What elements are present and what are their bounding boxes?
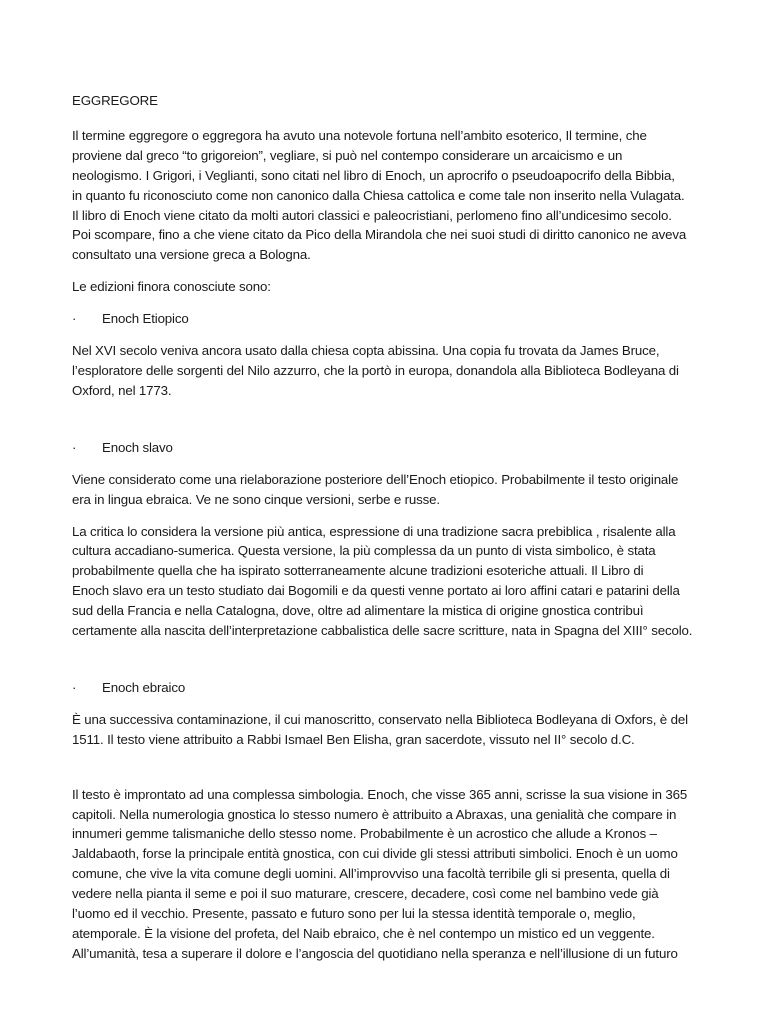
- paragraph-ebraico: È una successiva contaminazione, il cui manoscritto, conservato nella Biblioteca Bodleyana di Oxfors, è del 1511. Il testo viene attribuito a Rabbi Ismael Ben Elisha, gran sacerdote, vissuto nel II° secolo d.C.: [72, 711, 688, 747]
- bullet-mark: ·: [72, 679, 77, 695]
- bullet-item-enoch-slavo: [72, 438, 708, 458]
- paragraph-slavo-2: La critica lo considera la versione più antica, espressione di una tradizione sacra prebiblica , risalente alla cultura accadiano-sumerica. Questa versione, la più complessa da un punto di vista simbolico, è stata probabilmente quella che ha ispirato sotterraneamente alcune tradizioni esoteriche attuali. Il Libro di Enoch slavo era un testo studiato dai Bogomili e da questi venne portato ai loro affini catari e patarini della sud della Francia e nella Catalogna, dove, oltre ad alimentare la mistica di origine gnostica contribuì certamente alla nascita dell’interpretazione cabbalistica delle sacre scritture, nata in Spagna del XIII° secolo.: [72, 523, 693, 639]
- bullet-item-enoch-ebraico: [72, 678, 708, 698]
- bullet-label: Enoch Etiopico: [102, 311, 189, 327]
- bullet-mark: ·: [72, 311, 77, 327]
- paragraph-intro: Il termine eggregore o eggregora ha avuto una notevole fortuna nell’ambito esoterico, Il termine, che proviene dal greco “to grigoreion”, vegliare, si può nel contempo considerare un arcaicismo e un neologismo. I Grigori, i Veglianti, sono citati nel libro di Enoch, un aprocrifo o pseudoapocrifo della Bibbia, in quanto fu riconosciuto come non canonico dalla Chiesa cattolica e come tale non inserito nella Vulagata. Il libro di Enoch viene citato da molti autori classici e paleocristiani, perlomeno fino all’undicesimo secolo. Poi scompare, fino a che viene citato da Pico della Mirandola che nei suoi studi di diritto canonico ne aveva consultato una versione greca a Bologna.: [72, 127, 687, 263]
- bullet-item-enoch-etiopico: [72, 309, 708, 329]
- bullet-label: Enoch slavo: [102, 439, 173, 455]
- paragraph-slavo-1: Viene considerato come una rielaborazione posteriore dell’Enoch etiopico. Probabilmente il testo originale era in lingua ebraica. Ve ne sono cinque versioni, serbe e russe.: [72, 471, 679, 507]
- bullet-mark: ·: [72, 439, 77, 455]
- bullet-label: Enoch ebraico: [102, 679, 186, 695]
- paragraph-symbology: Il testo è improntato ad una complessa simbologia. Enoch, che visse 365 anni, scrisse la sua visione in 365 capitoli. Nella numerologia gnostica lo stesso numero è attribuito a Abraxas, una genialità che compare in innumeri gemme talismaniche dello stesso nome. Probabilmente è un acrostico che allude a Kronos – Jaldabaoth, forse la principale entità gnostica, con cui divide gli stessi attributi simbolici. Enoch è un uomo comune, che vive la vita comune degli uomini. All’improvviso una facoltà terribile gli si presenta, quella di vedere nella pianta il seme e poi il suo maturare, crescere, decadere, così come nel bambino vede già l’uomo ed il vecchio. Presente, passato e futuro sono per lui la stessa identità temporale o, meglio, atemporale. È la visione del profeta, del Naib ebraico, che è nel contempo un mistico ed un veggente. All’umanità, tesa a superare il dolore e l’angoscia del quotidiano nella speranza e nell’illusione di un futuro: [72, 786, 688, 961]
- paragraph-editions-intro: Le edizioni finora conosciute sono:: [72, 279, 271, 295]
- document-title: EGGREGORE: [72, 93, 158, 108]
- paragraph-etiopico: Nel XVI secolo veniva ancora usato dalla chiesa copta abissina. Una copia fu trovata da James Bruce, l’esploratore delle sorgenti del Nilo azzurro, che la portò in europa, donandola alla Biblioteca Bodleyana di Oxford, nel 1773.: [72, 343, 679, 398]
